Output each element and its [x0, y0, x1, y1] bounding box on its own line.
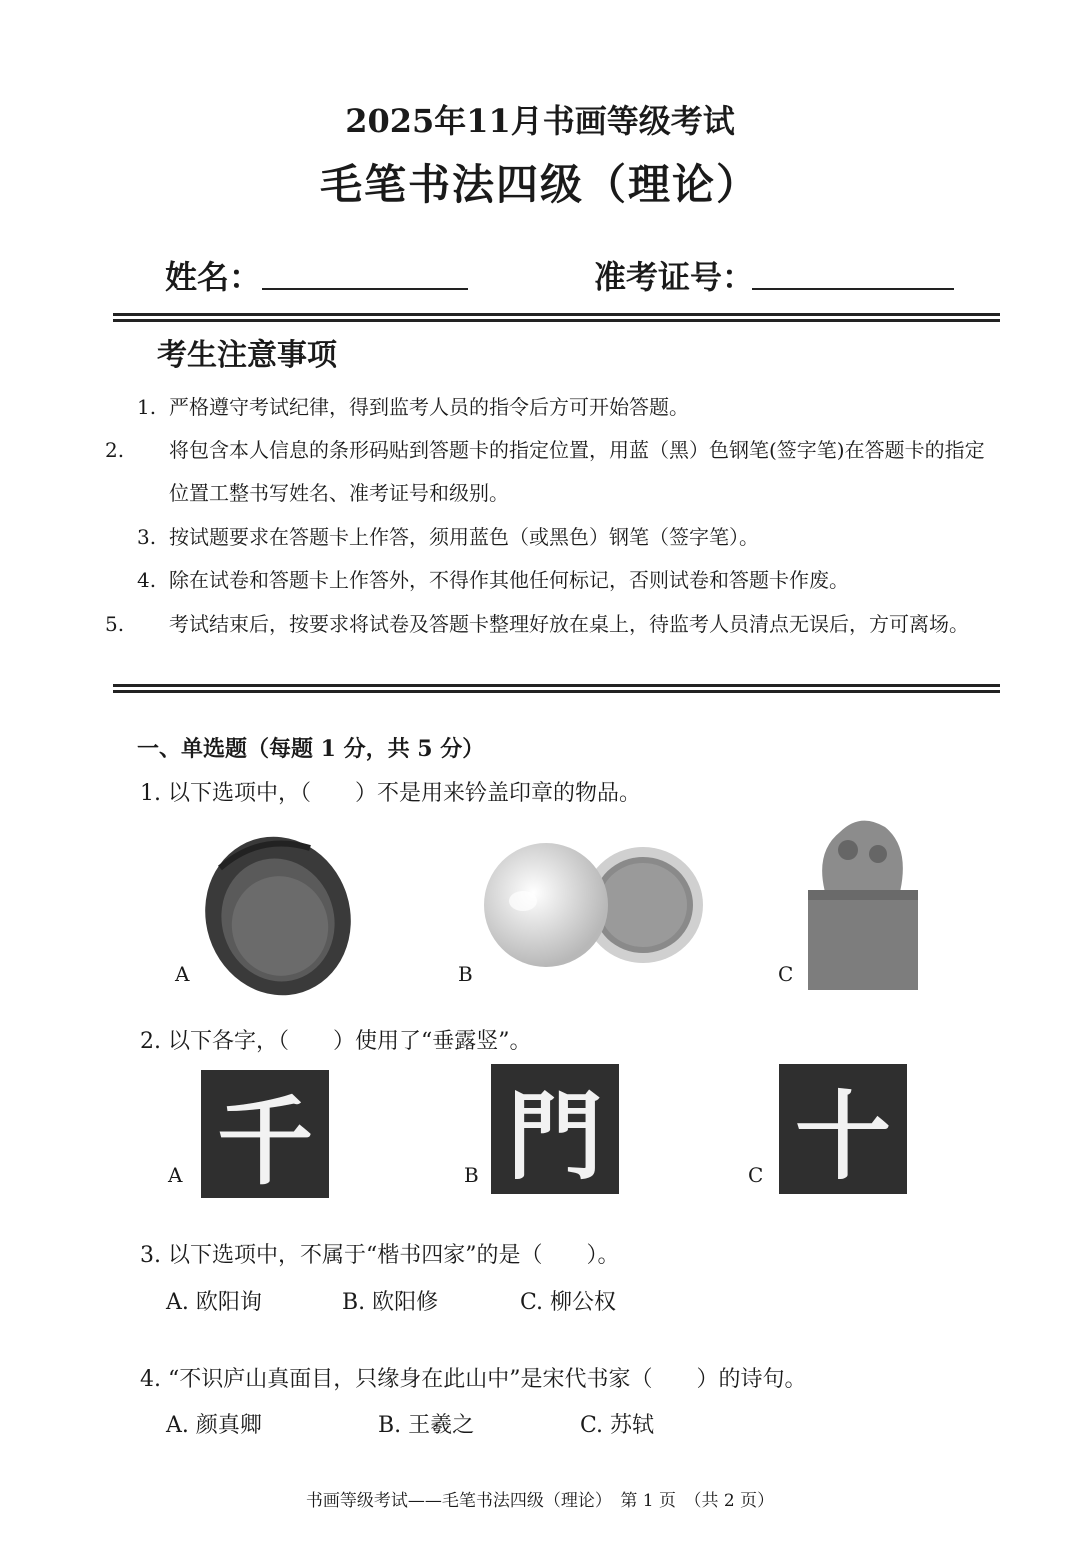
id-label: 准考证号： [594, 258, 755, 296]
id-field[interactable] [752, 288, 954, 290]
q4-option-b: B. 王羲之 [378, 1413, 475, 1438]
divider-bottom [113, 684, 1000, 693]
inkpad-image [478, 843, 706, 968]
exam-subtitle: 毛笔书法四级（理论） [319, 160, 760, 209]
notice-item-number: 1. [137, 395, 157, 419]
q4-option-c: C. 苏轼 [580, 1413, 655, 1438]
name-label: 姓名： [165, 258, 262, 296]
notice-heading: 考生注意事项 [157, 338, 337, 373]
q2-option-c-label: C [748, 1163, 764, 1187]
q1-option-a-label: A [175, 962, 190, 986]
section-heading: 一、单选题（每题 1 分，共 5 分） [137, 736, 485, 762]
notice-item-text: 考试结束后，按要求将试卷及答题卡整理好放在桌上，待监考人员清点无误后，方可离场。 [169, 612, 969, 636]
q1-option-c-label: C [778, 962, 794, 986]
notice-item [137, 386, 967, 429]
notice-item-number: 3. [137, 525, 157, 549]
notice-item-number: 2. [105, 438, 125, 462]
q2-option-b-label: B [464, 1163, 479, 1187]
question-2-text: 2. 以下各字，（ ）使用了“垂露竖”。 [140, 1029, 532, 1054]
page-footer: 书画等级考试——毛笔书法四级（理论） 第 1 页 （共 2 页） [305, 1491, 775, 1511]
q3-option-a: A. 欧阳询 [166, 1290, 262, 1315]
q3-option-b: B. 欧阳修 [342, 1290, 439, 1315]
question-1-text: 1. 以下选项中，（ ）不是用来钤盖印章的物品。 [140, 781, 641, 806]
notice-item [137, 516, 967, 559]
question-3-text: 3. 以下选项中，不属于“楷书四家”的是（ ）。 [140, 1243, 620, 1268]
inkstone-image [200, 828, 355, 996]
notice-item-text: 除在试卷和答题卡上作答外，不得作其他任何标记，否则试卷和答题卡作废。 [169, 568, 849, 592]
calligraphy-glyph-b: 門 [491, 1064, 619, 1194]
notice-item-text: 将包含本人信息的条形码贴到答题卡的指定位置，用蓝（黑）色钢笔(签字笔)在答题卡的指定位置工整书写姓名、准考证号和级别。 [169, 438, 985, 505]
q4-option-a: A. 颜真卿 [166, 1413, 262, 1438]
seal-image [800, 812, 922, 994]
question-4-text: 4. “不识庐山真面目，只缘身在此山中”是宋代书家（ ）的诗句。 [140, 1367, 807, 1392]
q2-option-a-label: A [168, 1163, 183, 1187]
notice-item-number: 5. [105, 612, 125, 636]
q3-option-c: C. 柳公权 [520, 1290, 617, 1315]
divider-top [113, 313, 1000, 322]
exam-title: 2025年11月书画等级考试 [345, 102, 735, 140]
calligraphy-glyph-c: 十 [779, 1064, 907, 1194]
q1-option-b-label: B [458, 962, 473, 986]
notice-item [105, 603, 999, 646]
name-field[interactable] [262, 288, 468, 290]
calligraphy-glyph-a: 千 [201, 1070, 329, 1198]
notice-item-number: 4. [137, 568, 157, 592]
notice-item [105, 429, 999, 515]
notice-item-text: 按试题要求在答题卡上作答，须用蓝色（或黑色）钢笔（签字笔）。 [169, 525, 759, 549]
notice-item [137, 559, 967, 602]
notice-item-text: 严格遵守考试纪律，得到监考人员的指令后方可开始答题。 [169, 395, 689, 419]
